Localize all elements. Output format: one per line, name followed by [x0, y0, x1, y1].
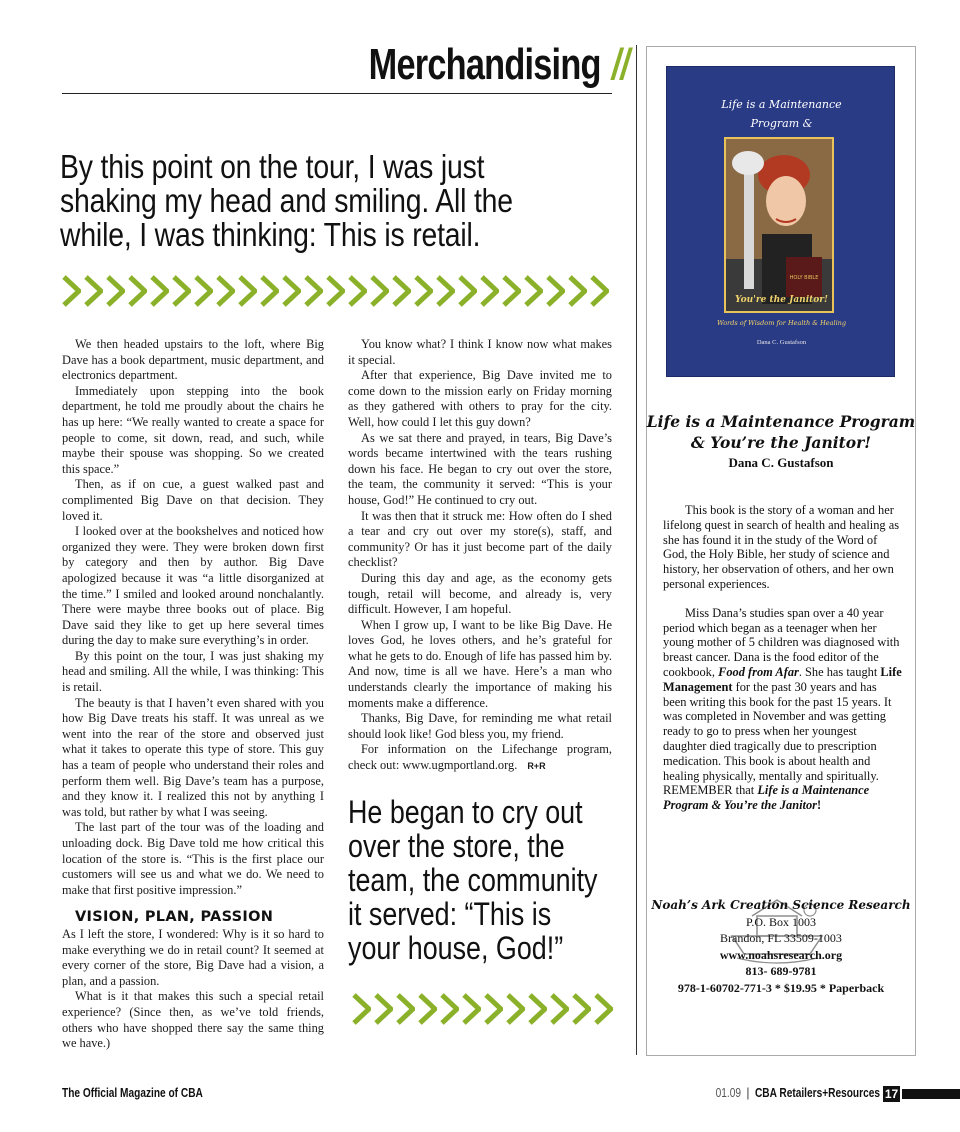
ad-text: Miss Dana’s studies span over a 40 year period which began as a teenager when her young mother of 5 children was diagnosed with breast cancer. Dana is the food editor of the cookbook,	[663, 605, 900, 679]
chevron-icon	[528, 993, 547, 1025]
section-title	[368, 40, 630, 90]
chevron-icon	[440, 993, 459, 1025]
chevron-icon	[392, 275, 411, 307]
ad-text: !	[817, 798, 822, 813]
end-mark: R+R	[527, 761, 546, 772]
article-paragraph: The last part of the tour was of the loading and unloading dock. Big Dave told me how critical this location of the store is. “This is the first place our customers will see us and what we do. We need to make that first positive impression.”	[62, 820, 324, 897]
ad-paragraph-1: This book is the story of a woman and her lifelong quest in search of health and healing as she has found it in the study of the Word of God, the Holy Bible, her study of science and history, her observation of others, and her own personal experiences.	[663, 503, 900, 591]
chevron-icon	[590, 275, 609, 307]
chevron-icon	[326, 275, 345, 307]
pull-quote-bottom: He began to cry out over the store, the team, the community it served: “This is your house, God!”	[348, 794, 598, 966]
article-column-2	[348, 337, 612, 775]
footer-issue-info	[662, 1085, 880, 1100]
article-paragraph: Then, as if on cue, a guest walked past and complimented Big Dave on that decision. They loved it.	[62, 477, 324, 523]
section-title-text: Merchandising	[368, 40, 601, 89]
footer-magazine-name: CBA Retailers+Resources	[754, 1085, 880, 1100]
chevron-icon	[396, 993, 415, 1025]
cookbook-title: Food from Afar	[718, 664, 799, 679]
cover-photo	[724, 137, 834, 313]
ad-paragraph-2	[663, 606, 903, 813]
chevron-icon	[594, 993, 613, 1025]
section-slash: //	[611, 40, 630, 89]
article-paragraph: As we sat there and prayed, in tears, Big Dave’s words became intertwined with the tears rushing down his face. He began to cry out over the store, the team, the community it served: “This is your house, God!” He continued to cry out.	[348, 430, 612, 507]
publisher-name: Noah’s Ark Creation Science Research	[651, 898, 911, 912]
chevron-icon	[238, 275, 257, 307]
cover-title-line-1: Life is a Maintenance	[721, 98, 842, 111]
book-title-inline: Life is a Maintenance Program & You’re the Janitor	[663, 783, 870, 813]
chevron-icon	[546, 275, 565, 307]
chevron-icon	[260, 275, 279, 307]
ad-title-line-1: Life is a Maintenance Program	[646, 412, 916, 431]
chevron-icon	[462, 993, 481, 1025]
footer-issue-date: 01.09	[715, 1085, 742, 1100]
chevron-icon	[150, 275, 169, 307]
ad-contact-block	[646, 897, 916, 996]
chevron-icon	[282, 275, 301, 307]
article-paragraph	[348, 742, 612, 774]
footer-magazine-tagline: The Official Magazine of CBA	[62, 1085, 203, 1100]
article-paragraph: What is it that makes this such a special retail experience? (Since then, as we’ve told friends, others who have shopped there say the same thing we have.)	[62, 989, 324, 1051]
lifechange-info: For information on the Lifechange program, check out: www.ugmportland.org.	[348, 742, 612, 773]
article-paragraph: The beauty is that I haven’t even shared with you how Big Dave treats his staff. It was unreal as we went into the rear of the store and observed just what it takes to operate this type of store. This guy has a team of people who understand their roles and perform them well. Big Dave’s team has a purpose, and they know it. I realized this not by anything I was told, but rather by what I was seeing.	[62, 695, 324, 819]
chevron-icon	[84, 275, 103, 307]
svg-text:HOLY BIBLE: HOLY BIBLE	[789, 275, 819, 281]
article-paragraph: By this point on the tour, I was just shaking my head and smiling. All the while, I was thinking: This is retail.	[62, 648, 324, 695]
article-paragraph: When I grow up, I want to be like Big Dave. He loves God, he loves others, and he’s grateful for what he gets to do. Enough of life has passed him by. And now, time is all we have. Here’s a man who understands clearly the importance of making his moments make a difference.	[348, 617, 612, 710]
chevron-icon	[550, 993, 569, 1025]
chevron-icon	[524, 275, 543, 307]
title-rule	[62, 93, 612, 94]
article-paragraph: After that experience, Big Dave invited me to come down to the mission early on Friday morning as they gathered with others to pray for the city. Well, how could I let this guy down?	[348, 368, 612, 429]
cover-author: Dana C. Gustafson	[756, 339, 807, 346]
chevron-icon	[572, 993, 591, 1025]
article-paragraph: It was then that it struck me: How often do I shed a tear and cry out over my store(s), staff, and community? Or has it just become part of the daily checklist?	[348, 508, 612, 570]
chevron-icon	[370, 275, 389, 307]
chevron-icon	[502, 275, 521, 307]
ad-description	[663, 503, 903, 827]
chevron-icon	[304, 275, 323, 307]
course-title: Life Management	[663, 664, 902, 694]
chevron-icon	[568, 275, 587, 307]
article-paragraph: Immediately upon stepping into the book department, he told me proudly about the chairs he has up here: “We really wanted to create a space for people to come, sit down, read, and such, while maybe their spouse was shopping. So we created this space.”	[62, 383, 324, 476]
article-paragraph: As I left the store, I wondered: Why is it so hard to make everything we do in retail count? It seemed at every corner of the store, Big Dave had a vision, a plan, and a passion.	[62, 926, 324, 988]
page-number: 17	[884, 1087, 899, 1101]
ad-title-line-2: & You’re the Janitor!	[690, 433, 872, 452]
janitor-woman-illustration	[726, 139, 834, 313]
cover-title-line-2: Program &	[750, 117, 813, 130]
ad-text: for the past 30 years and has been writing this book for the past 15 years. It was completed in November and was getting ready to go to press when her youngest daughter died tragically due to prescription medication. This book is about health and healing physically, mentally and spiritually. REMEMBER that	[663, 679, 892, 798]
publisher-phone: 813- 689-9781	[745, 964, 817, 978]
footer-bar	[902, 1089, 960, 1099]
chevron-divider-bottom	[352, 993, 613, 1025]
chevron-icon	[418, 993, 437, 1025]
chevron-icon	[506, 993, 525, 1025]
cover-title	[667, 95, 896, 133]
publisher-city: Brandon, FL 33509-1003	[720, 931, 842, 945]
publisher-website: www.noahsresearch.org	[719, 947, 843, 962]
chevron-icon	[106, 275, 125, 307]
article-subhead: VISION, PLAN, PASSION	[75, 909, 274, 926]
ad-book-title	[646, 411, 916, 453]
chevron-icon	[62, 275, 81, 307]
chevron-icon	[172, 275, 191, 307]
publisher-po-box: P.O. Box 1003	[745, 914, 816, 929]
chevron-icon	[374, 993, 393, 1025]
chevron-icon	[128, 275, 147, 307]
chevron-icon	[436, 275, 455, 307]
article-paragraph: Thanks, Big Dave, for reminding me what retail should look like! God bless you, my friend.	[348, 711, 612, 741]
chevron-icon	[414, 275, 433, 307]
article-paragraph: We then headed upstairs to the loft, where Big Dave has a book department, music department, and electronics department.	[62, 337, 324, 383]
pull-quote-top: By this point on the tour, I was just shaking my head and smiling. All the while, I was thinking: This is retail.	[60, 148, 513, 253]
chevron-icon	[484, 993, 503, 1025]
footer-separator: |	[746, 1085, 750, 1100]
book-isbn-price: 978-1-60702-771-3 * $19.95 * Paperback	[677, 980, 885, 995]
ad-text: . She has taught	[798, 664, 881, 679]
book-cover	[666, 66, 895, 377]
chevron-icon	[480, 275, 499, 307]
article-paragraph: During this day and age, as the economy gets tough, retail will become, and already is, very difficult. However, I am hopeful.	[348, 570, 612, 617]
cover-subtitle: You're the Janitor!	[734, 295, 828, 305]
chevron-icon	[352, 993, 371, 1025]
chevron-icon	[216, 275, 235, 307]
chevron-icon	[458, 275, 477, 307]
column-divider	[636, 45, 637, 1055]
article-column-1	[62, 337, 324, 1052]
cover-tagline: Words of Wisdom for Health & Healing	[716, 319, 847, 327]
ad-author: Dana C. Gustafson	[728, 455, 834, 470]
article-paragraph: You know what? I think I know now what makes it special.	[348, 337, 612, 367]
chevron-icon	[194, 275, 213, 307]
chevron-icon	[348, 275, 367, 307]
chevron-divider-top	[62, 275, 609, 307]
article-paragraph: I looked over at the bookshelves and noticed how organized they were. They were broken down first by category and then by author. Big Dave apologized because it was “a little disorganized at the time.” I smiled and looked around nonchalantly. There were maybe three books out of place. Big Dave said they like to get up here several times during the day to make sure everything’s in order.	[62, 524, 324, 648]
